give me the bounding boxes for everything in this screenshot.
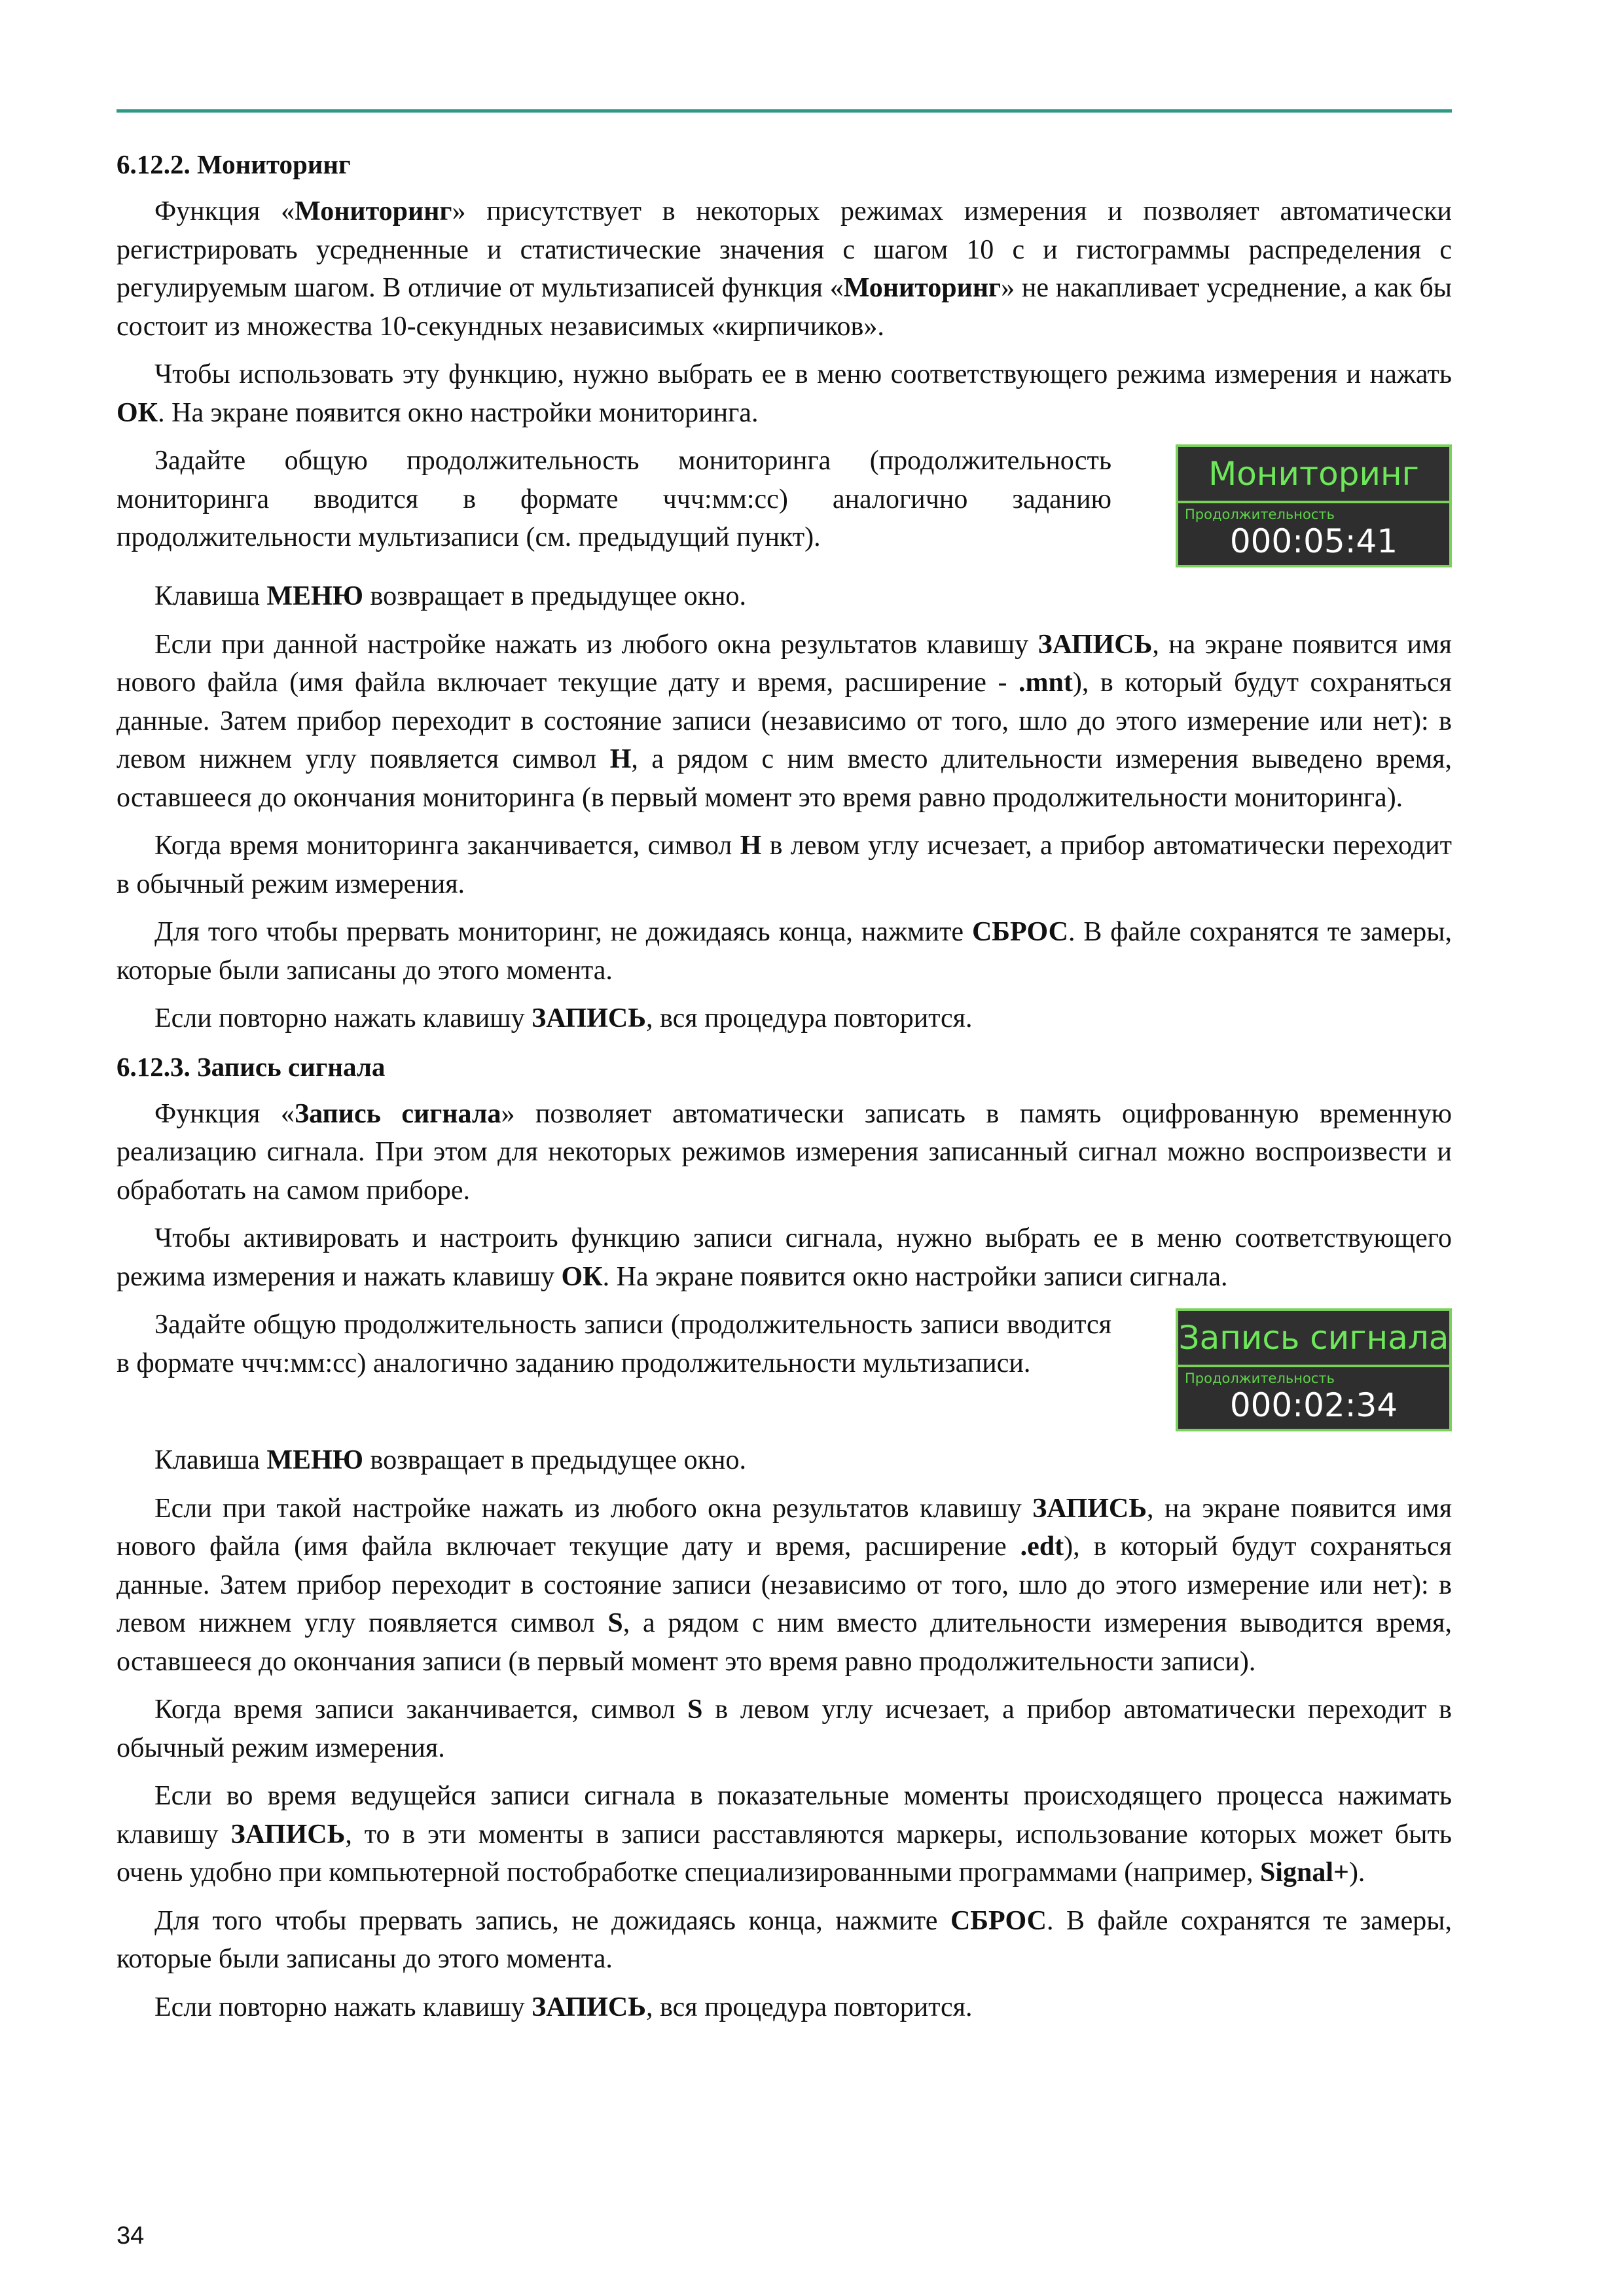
header-rule [117, 109, 1452, 113]
widget-body [1178, 1367, 1449, 1429]
paragraph: Функция «Запись сигнала» позволяет автоматически записать в память оцифрованную временную реализацию сигнала. При этом для некоторых режимов измерения записанный сигнал можно воспроизвести и обработать на самом приборе. [117, 1098, 1452, 1206]
widget-body [1178, 503, 1449, 565]
paragraph: Для того чтобы прервать мониторинг, не дожидаясь конца, нажмите СБРОС. В файле сохранятся те замеры, которые были записаны до этого момента. [117, 917, 1452, 986]
section-heading-signal-recording: 6.12.3. Запись сигнала [117, 1051, 386, 1082]
widget-value: 000:05:41 [1229, 522, 1398, 560]
widget-title: Мониторинг [1178, 447, 1449, 503]
section-heading-monitoring: 6.12.2. Мониторинг [117, 149, 351, 179]
paragraph: Чтобы активировать и настроить функцию записи сигнала, нужно выбрать ее в меню соответствующего режима измерения и нажать клавишу ОК. На экране появится окно настройки записи сигнала. [117, 1223, 1452, 1292]
paragraph: Клавиша МЕНЮ возвращает в предыдущее окно. [154, 581, 746, 611]
signal-recording-settings-widget [1176, 1308, 1452, 1431]
paragraph: Чтобы использовать эту функцию, нужно выбрать ее в меню соответствующего режима измерения и нажать ОК. На экране появится окно настройки мониторинга. [117, 359, 1452, 428]
paragraph: Если повторно нажать клавишу ЗАПИСЬ, вся процедура повторится. [154, 1992, 973, 2022]
paragraph-with-widget [117, 442, 1452, 567]
widget-label: Продолжительность [1185, 507, 1335, 522]
page-content [117, 145, 1452, 2036]
paragraph: Когда время мониторинга заканчивается, символ Н в левом углу исчезает, а прибор автоматически переходит в обычный режим измерения. [117, 831, 1452, 899]
paragraph: Если при данной настройке нажать из любого окна результатов клавишу ЗАПИСЬ, на экране появится имя нового файла (имя файла включает текущие дату и время, расширение - .mnt), в который будут сохраняться данные. Затем прибор переходит в состояние записи (независимо от того, шло до этого измерение или нет): в левом нижнем углу появляется символ Н, а рядом с ним вместо длительности измерения выведено время, оставшееся до окончания мониторинга (в первый момент это время равно продолжительности мониторинга). [117, 629, 1452, 813]
paragraph: Если во время ведущейся записи сигнала в показательные моменты происходящего процесса нажимать клавишу ЗАПИСЬ, то в эти моменты в записи расставляются маркеры, использование которых может быть очень удобно при компьютерной постобработке специализированными программами (например, Signal+). [117, 1781, 1453, 1888]
paragraph: Задайте общую продолжительность записи (продолжительность записи вводится в формате ччч:мм:сс) аналогично заданию продолжительности мультизаписи. [117, 1310, 1111, 1378]
paragraph: Задайте общую продолжительность мониторинга (продолжительность мониторинга вводится в формате ччч:мм:сс) аналогично заданию продолжительности мультизаписи (см. предыдущий пункт). [117, 446, 1111, 552]
monitoring-settings-widget [1176, 444, 1452, 567]
paragraph: Если при такой настройке нажать из любого окна результатов клавишу ЗАПИСЬ, на экране появится имя нового файла (имя файла включает текущие дату и время, расширение .edt), в который будут сохраняться данные. Затем прибор переходит в состояние записи (независимо от того, шло до этого измерение или нет): в левом нижнем углу появляется символ S, а рядом с ним вместо длительности измерения выводится время, оставшееся до окончания записи (в первый момент это время равно продолжительности записи). [117, 1493, 1453, 1677]
paragraph-with-widget [117, 1306, 1452, 1431]
paragraph: Если повторно нажать клавишу ЗАПИСЬ, вся процедура повторится. [154, 1003, 973, 1033]
widget-title: Запись сигнала [1178, 1311, 1449, 1367]
widget-value: 000:02:34 [1229, 1386, 1398, 1424]
paragraph: Клавиша МЕНЮ возвращает в предыдущее окно. [154, 1445, 746, 1475]
paragraph: Функция «Мониторинг» присутствует в некоторых режимах измерения и позволяет автоматически регистрировать усредненные и статистические значения с шагом 10 с и гистограммы распределения с регулируемым шагом. В отличие от мультизаписей функция «Мониторинг» не накапливает усреднение, а как бы состоит из множества 10-секундных независимых «кирпичиков». [117, 196, 1452, 342]
widget-label: Продолжительность [1185, 1371, 1335, 1386]
paragraph: Для того чтобы прервать запись, не дожидаясь конца, нажмите СБРОС. В файле сохранятся те замеры, которые были записаны до этого момента. [117, 1905, 1452, 1974]
page-number: 34 [117, 2222, 145, 2250]
paragraph: Когда время записи заканчивается, символ S в левом углу исчезает, а прибор автоматически переходит в обычный режим измерения. [117, 1695, 1452, 1763]
